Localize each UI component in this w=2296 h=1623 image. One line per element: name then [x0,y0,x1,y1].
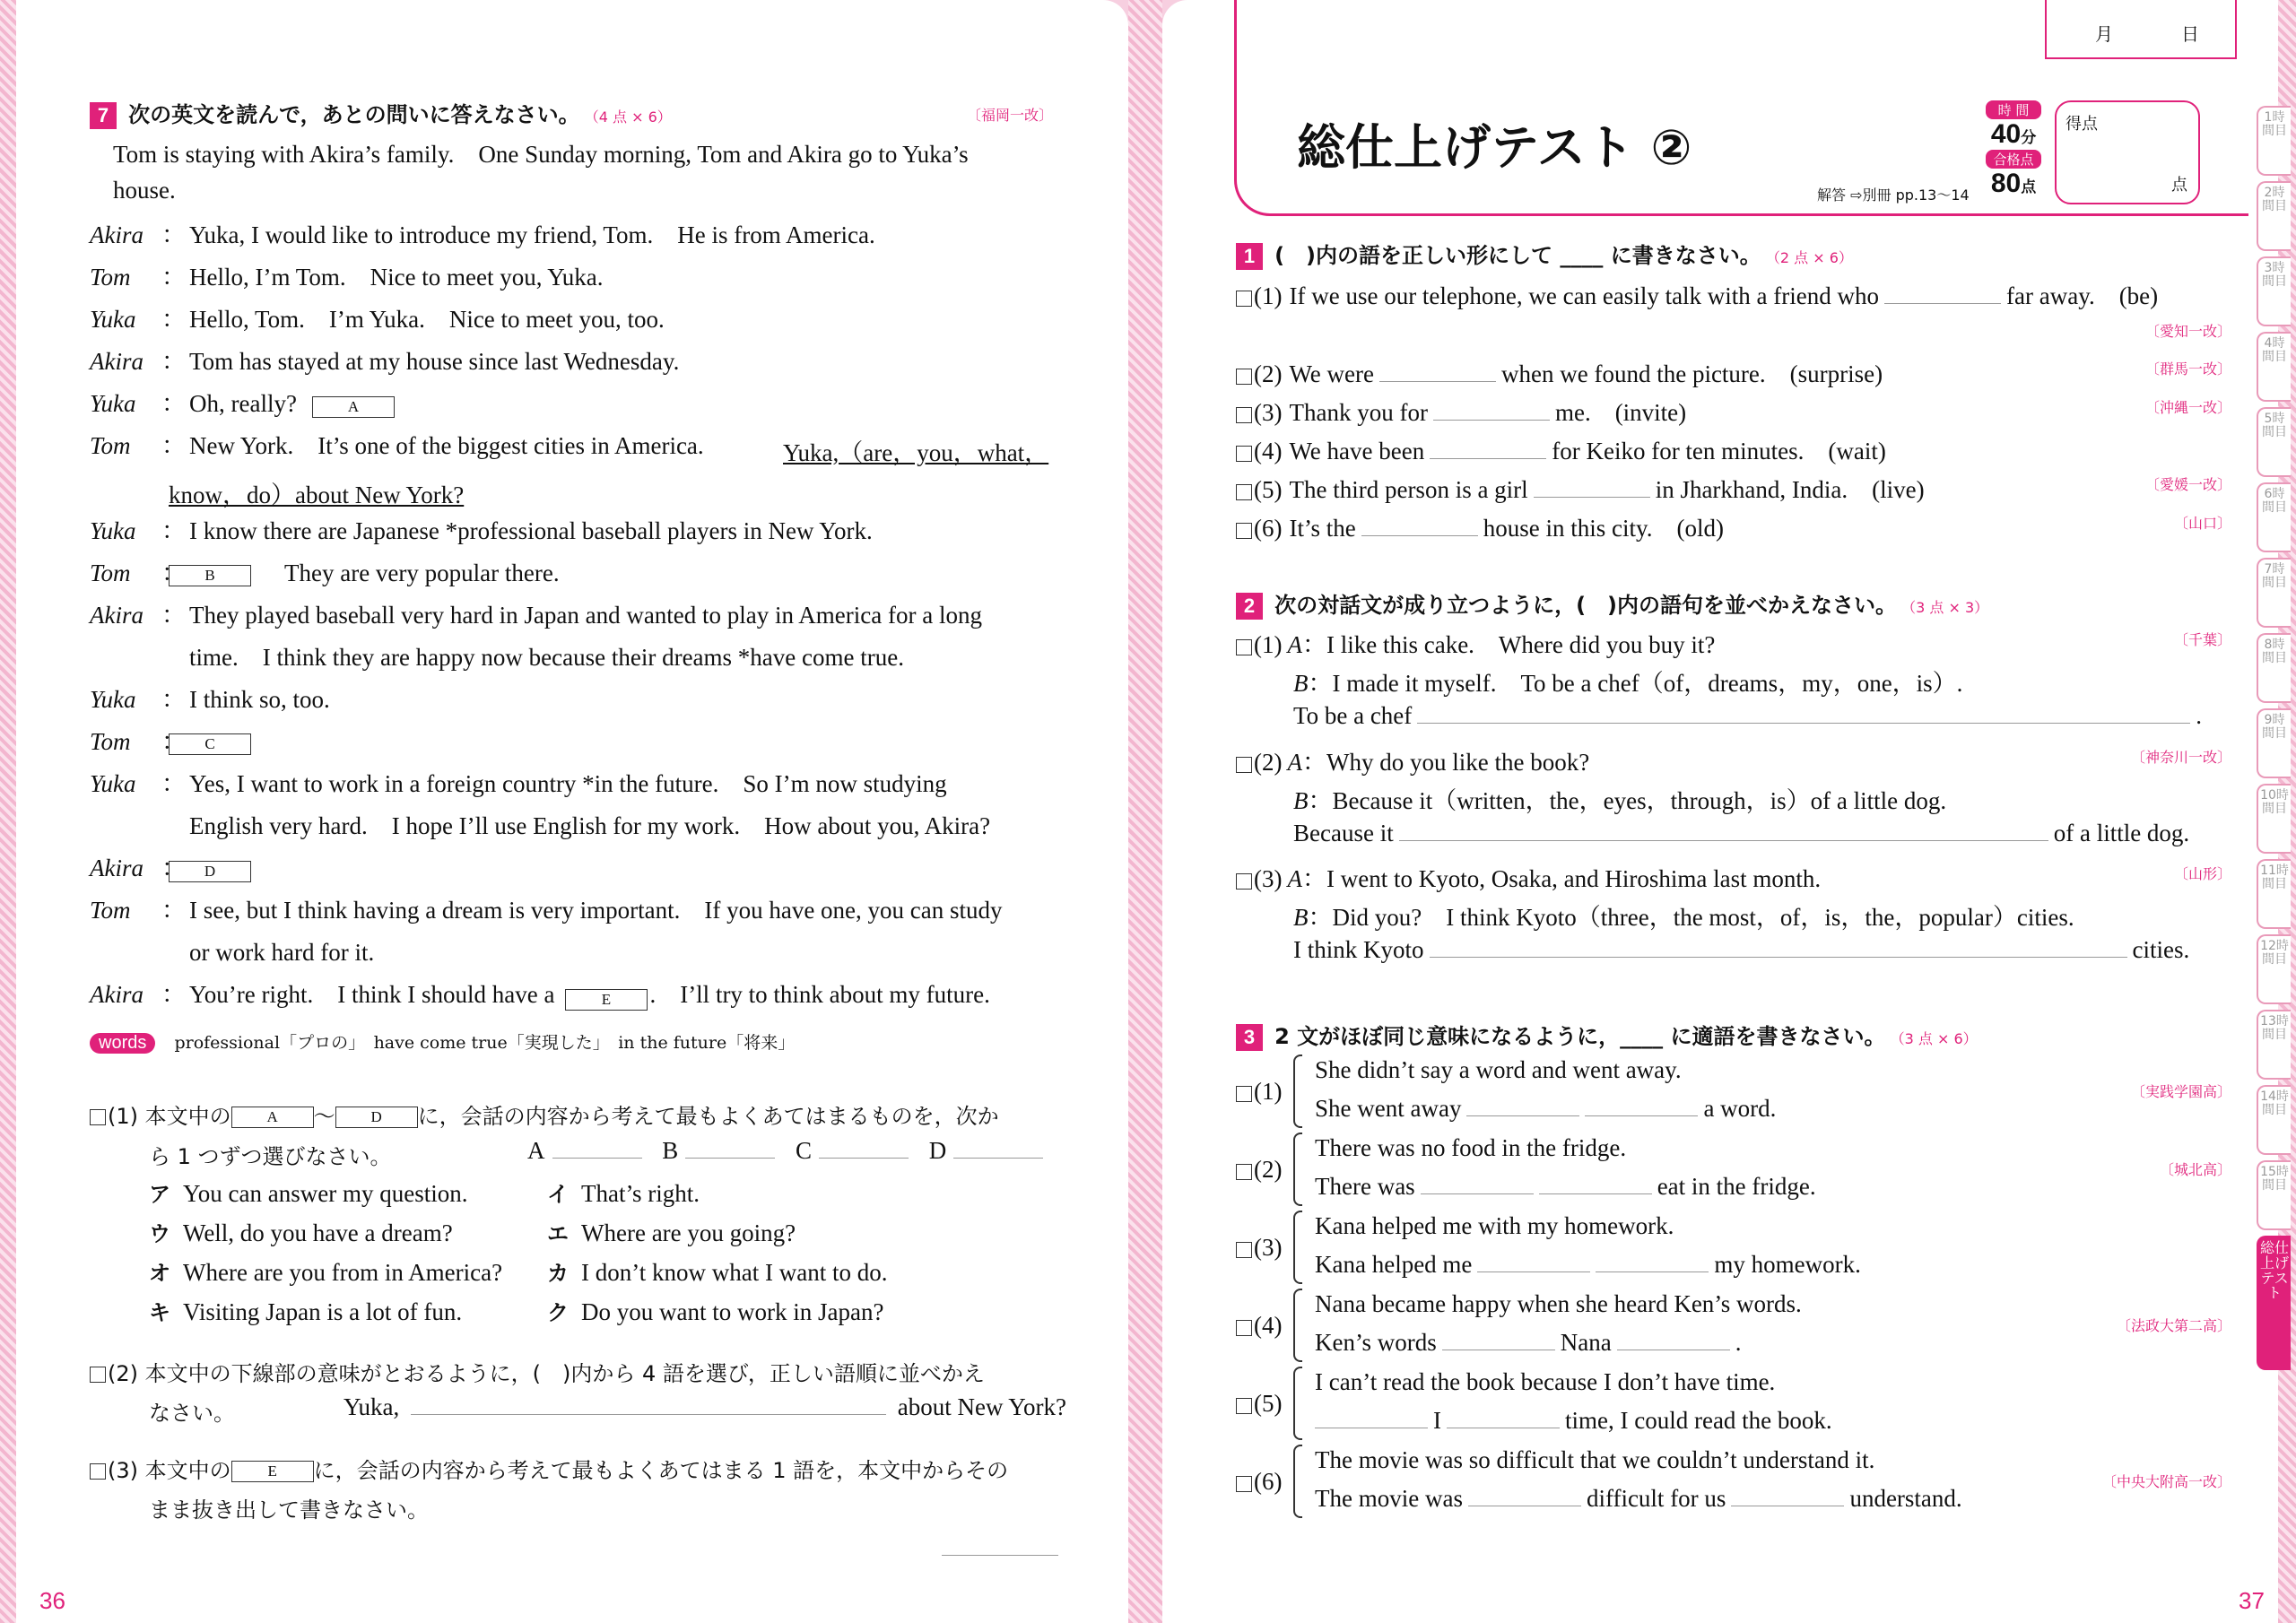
checkbox-icon[interactable] [90,1367,106,1383]
tab-chapter[interactable]: 14時間目 [2257,1085,2291,1155]
intro-line-2: house. [113,177,176,204]
question-number: 7 [90,102,117,129]
checkbox-icon[interactable] [1236,484,1252,500]
dialogue-text: Hello, Tom. I’m Yuka. Nice to meet you, too. [189,306,665,333]
dialogue-line: Akira ： [90,855,186,881]
dialogue-text: You’re right. I think I should have a [189,981,555,1008]
answer-field[interactable] [1884,299,2001,304]
s2-answer-line: Because it of a little dog. [1293,820,2190,846]
dialogue-text: I see, but I think having a dream is very important. If you have one, you can study [189,897,1003,924]
speaker-name: Akira [90,221,144,248]
page-title: 総仕上げテスト ② [1297,119,1692,176]
tab-chapter[interactable]: 9時間目 [2257,708,2291,778]
page-number: 37 [2239,1587,2265,1614]
checkbox-icon[interactable] [1236,757,1252,773]
left-page [16,0,1128,1623]
answer-field[interactable] [1477,1268,1590,1272]
blank-box-e: E [565,989,648,1011]
q7-header [90,97,672,129]
s2-line-b: B：I made it myself. To be a chef（of，dreams，my，one，is）. [1293,670,1963,697]
q3-answer-field[interactable] [942,1551,1058,1556]
answer-field[interactable] [1596,1268,1709,1272]
s3-line-2: There was eat in the fridge. [1315,1173,1816,1200]
answer-field[interactable] [1379,378,1496,382]
dialogue-line: Akira ： Tom has stayed at my house since last Wednesday. [90,348,680,375]
checkbox-icon[interactable] [1236,369,1252,385]
s1-item: (5) The third person is a girl in Jharkhand, India. (live) [1236,470,1925,505]
dialogue-line: Yuka ： I know there are Japanese *professional baseball players in New York. [90,517,873,544]
choice-option: ア You can answer my question. [149,1180,468,1207]
dialogue-line: Tom ： New York. It’s one of the biggest cities in America. [90,432,704,459]
dialogue-text: Tom has stayed at my house since last Wednesday. [189,348,680,375]
dialogue-line [90,806,990,841]
q1-line2: ら 1 つずつ選びなさい。 [149,1144,392,1169]
source-label: 〔千葉〕 [2173,631,2231,648]
s3-number: (3) [1236,1234,1282,1262]
dialogue-text: Yes, I want to work in a foreign country *in the future. So I’m now studying [189,770,947,797]
s3-line-2: I time, I could read the book. [1315,1407,1832,1435]
checkbox-icon[interactable] [90,1109,106,1125]
checkbox-icon[interactable] [1236,1242,1252,1258]
answer-field[interactable] [1442,1346,1555,1350]
answer-field[interactable] [1539,1190,1652,1194]
blank-box-d: D [169,861,251,882]
speaker-name: Akira [90,855,144,881]
q3-line2: まま抜き出して書きなさい。 [149,1497,429,1523]
dialogue-text: They are very popular there. [284,560,560,586]
checkbox-icon[interactable] [1236,523,1252,539]
tab-chapter[interactable]: 5時間目 [2257,407,2291,477]
source-label: 〔山口〕 [2173,515,2231,532]
underlined-phrase-1: Yuka,（are，you，what， [783,439,1049,466]
score-box[interactable]: 得点 点 [2055,100,2200,204]
tab-chapter[interactable]: 7時間目 [2257,558,2291,628]
s3-line-1: There was no food in the fridge. [1315,1134,1627,1161]
answer-field[interactable] [1617,1346,1730,1350]
dialogue-text: Hello, I’m Tom. Nice to meet you, Yuka. [189,264,604,291]
tab-chapter[interactable]: 15時間目 [2257,1160,2291,1230]
left-edge-stripe [0,0,16,1623]
answer-field[interactable] [1466,1112,1579,1116]
checkbox-icon[interactable] [1236,1398,1252,1414]
answer-field[interactable] [1399,837,2048,841]
intro-line-1: Tom is staying with Akira’s family. One Sunday morning, Tom and Akira go to Yuka’s [113,141,969,168]
tab-chapter[interactable]: 1時間目 [2257,106,2291,176]
answer-field[interactable] [1731,1502,1844,1506]
q2-answer-field[interactable] [411,1410,886,1415]
dialogue-line: Yuka ： Oh, really? [90,390,297,417]
s3-number: (1) [1236,1078,1282,1106]
brace-icon [1293,1133,1302,1206]
s3-line-1: Kana helped me with my homework. [1315,1212,1674,1239]
answer-field[interactable] [1430,455,1546,459]
spine-stripe [1128,0,1162,1623]
source-label: 〔中央大附高一改〕 [2101,1473,2231,1490]
brace-icon [1293,1055,1302,1128]
choice-option: エ Where are you going? [547,1219,796,1246]
answer-field-b[interactable] [685,1154,775,1159]
dialogue-line: Tom ： They are very popular there. [90,560,560,586]
answer-field[interactable] [1361,532,1478,536]
choice-option: ク Do you want to work in Japan? [547,1298,884,1325]
dialogue-text: Oh, really? [189,390,297,417]
source-label: 〔神奈川一改〕 [2130,749,2231,766]
s3-number: (4) [1236,1312,1282,1340]
checkbox-icon[interactable] [1236,1164,1252,1180]
speaker-name: Akira [90,348,144,375]
s2-line-a: (1) A：I like this cake. Where did you buy it? [1236,625,1715,660]
checkbox-icon[interactable] [1236,873,1252,890]
answer-field-a[interactable] [552,1154,642,1159]
dialogue-text: I know there are Japanese *professional baseball players in New York. [189,517,873,544]
s3-number: (2) [1236,1156,1282,1184]
s2-line-a: (3) A：I went to Kyoto, Osaka, and Hiroshima last month. [1236,859,1821,894]
s3-line-1: I can’t read the book because I don’t have time. [1315,1368,1776,1395]
checkbox-icon[interactable] [1236,639,1252,655]
dialogue-text: English very hard. I hope I’ll use English for my work. How about you, Akira? [189,812,991,839]
answer-field[interactable] [1468,1502,1581,1506]
s3-line-2: She went away a word. [1315,1095,1777,1122]
q1-line1: (1) 本文中の A 〜 D に，会話の内容から考えて最もよくあてはまるものを，次か [90,1098,999,1130]
answer-field-c[interactable] [819,1154,909,1159]
answer-field[interactable] [1433,416,1550,421]
time-info: 時 間 40分 合格点 80点 [1986,100,2041,199]
speaker-name: Yuka [90,686,136,713]
dialogue-line: Tom ： I see, but I think having a dream is very important. If you have one, you can study [90,897,1003,924]
choice-option: キ Visiting Japan is a lot of fun. [149,1298,463,1325]
speaker-name: Tom [90,432,131,459]
answer-reference: 解答 ⇨別冊 pp.13～14 [1817,187,1970,204]
checkbox-icon[interactable] [1236,407,1252,423]
choice-option: イ That’s right. [547,1180,700,1207]
dialogue-text: Yuka, I would like to introduce my friend, Tom. He is from America. [189,221,875,248]
words-glossary: professional「プロの」 have come true「実現した」 in the future「将来」 [174,1033,796,1053]
dialogue-line: Akira ： They played baseball very hard in Japan and wanted to play in America for a long [90,602,982,629]
q7-instruction: 次の英文を読んで，あとの問いに答えなさい。 [128,102,580,127]
dialogue-text: I think so, too. [189,686,330,713]
choice-option: ウ Well, do you have a dream? [149,1219,453,1246]
speaker-name: Yuka [90,770,136,797]
answer-blanks: A B C D [527,1137,1043,1165]
answer-field[interactable] [1315,1424,1428,1428]
checkbox-icon[interactable] [1236,1476,1252,1492]
speaker-name: Tom [90,560,131,586]
s1-item: (3) Thank you for me. (invite) [1236,393,1686,428]
speaker-name: Yuka [90,517,136,544]
tab-chapter[interactable]: 6時間目 [2257,482,2291,552]
dialogue-line: Tom ： [90,728,186,755]
s2-line-b: B：Because it（written，the，eyes，through，is）of a little dog. [1293,787,1947,814]
s2-line-b: B：Did you? I think Kyoto（three，the most，of，is，the，popular）cities. [1293,904,2074,931]
answer-field[interactable] [1430,953,2127,958]
underlined-phrase-2: know，do）about New York? [169,482,465,508]
tab-chapter[interactable]: 3時間目 [2257,256,2291,326]
answer-field-d[interactable] [953,1154,1043,1159]
source-label: 〔愛知一改〕 [2144,323,2231,340]
answer-field[interactable] [1421,1190,1534,1194]
dialogue-line: Yuka ： I think so, too. [90,686,330,713]
s3-line-2: Ken’s words Nana . [1315,1329,1742,1356]
tab-chapter[interactable]: 4時間目 [2257,332,2291,402]
source-label: 〔法政大第二高〕 [2116,1317,2231,1334]
blank-box-c: C [169,733,251,755]
s3-line-1: The movie was so difficult that we couldn’t understand it. [1315,1446,1875,1473]
speaker-name: Tom [90,264,131,291]
s2-answer-line: To be a chef . [1293,702,2203,729]
speaker-name: Akira [90,602,144,629]
q2-line2: なさい。 [149,1401,235,1426]
dialogue-text: or work hard for it. [189,939,375,966]
tab-chapter[interactable]: 総仕上げテスト [2257,1236,2291,1370]
s3-line-2: Kana helped me my homework. [1315,1251,1861,1278]
s3-line-1: Nana became happy when she heard Ken’s words. [1315,1290,1802,1317]
s3-line-2: The movie was difficult for us understand. [1315,1485,1962,1512]
section2-header: 2 次の対話文が成り立つように，( )内の語句を並べかえなさい。 （3 点 × 3） [1236,587,1988,620]
s1-item: (6) It’s the house in this city. (old) [1236,508,1724,543]
answer-field[interactable] [1417,719,2190,724]
page-number: 36 [39,1587,65,1614]
source-label: 〔実践学園高〕 [2130,1083,2231,1100]
dialogue-line [90,933,374,968]
q2-answer: Yuka, about New York? [344,1393,1066,1420]
speaker-name: Yuka [90,306,136,333]
dialogue-line: Akira ： Yuka, I would like to introduce my friend, Tom. He is from America. [90,221,875,248]
date-box: 月 日 [2045,0,2237,59]
speaker-name: Tom [90,728,131,755]
source-label: 〔愛媛一改〕 [2144,476,2231,493]
s1-item: (2) We were when we found the picture. (surprise) [1236,354,1883,389]
answer-field[interactable] [1447,1424,1560,1428]
arrow-right-icon: ⇨ [1850,187,1863,204]
dialogue-text: . I’ll try to think about my future. [649,981,990,1008]
source-label: 〔沖縄一改〕 [2144,399,2231,416]
choice-option: オ Where are you from in America? [149,1259,503,1286]
dialogue-line [90,638,904,673]
tab-chapter[interactable]: 13時間目 [2257,1010,2291,1080]
s3-number: (5) [1236,1390,1282,1418]
source-label: 〔城北高〕 [2159,1161,2231,1178]
section3-header: 3 2 文がほぼ同じ意味になるように，____ に適語を書きなさい。 （3 点 × 6） [1236,1019,1978,1051]
dialogue-line: Yuka ： Yes, I want to work in a foreign country *in the future. So I’m now studying [90,770,947,797]
dialogue-text: They played baseball very hard in Japan and wanted to play in America for a long [189,602,982,629]
tab-chapter[interactable]: 2時間目 [2257,181,2291,251]
words-row [90,1029,795,1054]
q3-line1: (3) 本文中の E に，会話の内容から考えて最もよくあてはまる 1 語を，本文中からその [90,1453,1008,1484]
s1-item: (4) We have been for Keiko for ten minutes. (wait) [1236,431,1886,466]
tab-chapter[interactable]: 12時間目 [2257,934,2291,1004]
tab-chapter[interactable]: 8時間目 [2257,633,2291,703]
brace-icon [1293,1289,1302,1362]
s2-line-a: (2) A：Why do you like the book? [1236,742,1589,777]
brace-icon [1293,1445,1302,1518]
dialogue-line: Akira ： You’re right. I think I should have a . I’ll try to think about my future. [90,981,990,1008]
s3-line-1: She didn’t say a word and went away. [1315,1056,1682,1083]
tab-chapter[interactable]: 10時間目 [2257,784,2291,854]
answer-field[interactable] [1585,1112,1698,1116]
section1-header: 1 ( )内の語を正しい形にして ____ に書きなさい。 （2 点 × 6） [1236,238,1853,270]
speaker-name: Tom [90,897,131,924]
brace-icon [1293,1367,1302,1440]
brace-icon [1293,1211,1302,1284]
q7-points: （4 点 × 6） [584,108,672,126]
s3-number: (6) [1236,1468,1282,1496]
checkbox-icon[interactable] [1236,446,1252,462]
blank-box-b: B [169,565,251,586]
speaker-name: Yuka [90,390,136,417]
s2-answer-line: I think Kyoto cities. [1293,936,2190,963]
speaker-name: Akira [90,981,144,1008]
q7-source: 〔福岡一改〕 [967,107,1054,124]
words-badge: words [90,1033,155,1054]
tab-chapter[interactable]: 11時間目 [2257,859,2291,929]
q2-line1: (2) 本文中の下線部の意味がとおるように，( )内から 4 語を選び，正しい語順に並べかえ [90,1356,985,1387]
source-label: 〔群馬一改〕 [2144,360,2231,378]
s1-item: (1) If we use our telephone, we can easily talk with a friend who far away. (be) [1236,276,2158,311]
answer-field[interactable] [1534,493,1650,498]
right-page [1162,0,2278,1623]
dialogue-line: Yuka ： Hello, Tom. I’m Yuka. Nice to meet you, too. [90,306,665,333]
checkbox-icon[interactable] [1236,1320,1252,1336]
dialogue-text: New York. It’s one of the biggest cities in America. [189,432,704,459]
dialogue-text: time. I think they are happy now because their dreams *have come true. [189,644,904,671]
checkbox-icon[interactable] [1236,291,1252,307]
source-label: 〔山形〕 [2173,865,2231,882]
choice-option: カ I don’t know what I want to do. [547,1259,888,1286]
checkbox-icon[interactable] [90,1463,106,1480]
dialogue-line: Tom ： Hello, I’m Tom. Nice to meet you, Yuka. [90,264,604,291]
checkbox-icon[interactable] [1236,1086,1252,1102]
blank-box-a: A [312,396,395,418]
